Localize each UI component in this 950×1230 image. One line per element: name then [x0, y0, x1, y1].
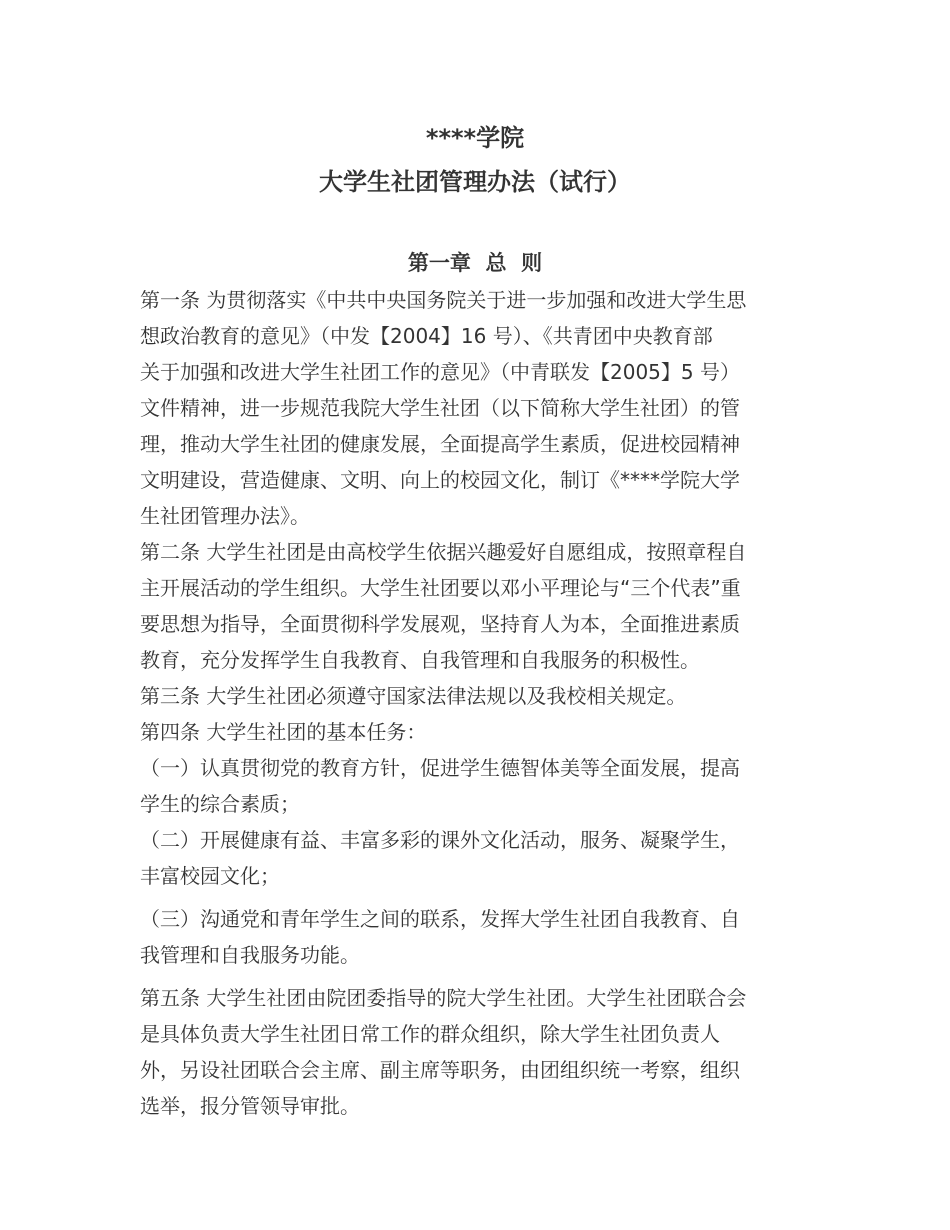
body-line: 要思想为指导，全面贯彻科学发展观，坚持育人为本，全面推进素质 [140, 612, 740, 636]
body-line: （一）认真贯彻党的教育方针，促进学生德智体美等全面发展，提高 [140, 756, 740, 780]
body-line: 第三条 大学生社团必须遵守国家法律法规以及我校相关规定。 [140, 684, 687, 708]
body-line: 文件精神，进一步规范我院大学生社团（以下简称大学生社团）的管 [140, 396, 740, 420]
body-line: 关于加强和改进大学生社团工作的意见》（中青联发【2005】5 号） [140, 360, 740, 384]
body-line: 我管理和自我服务功能。 [140, 943, 360, 967]
body-line: （二）开展健康有益、丰富多彩的课外文化活动，服务、凝聚学生， [140, 828, 740, 852]
body-line: 第一条 为贯彻落实《中共中央国务院关于进一步加强和改进大学生思 [140, 288, 747, 312]
body-line: （三）沟通党和青年学生之间的联系，发挥大学生社团自我教育、自 [140, 907, 740, 931]
body-line: 想政治教育的意见》（中发【2004】16 号）、《共青团中央教育部 [140, 324, 713, 348]
body-line: 第四条 大学生社团的基本任务： [140, 720, 427, 744]
chapter-heading: 第一章 总 则 [407, 251, 543, 275]
document-title-line2: 大学生社团管理办法（试行） [319, 168, 631, 196]
body-line: 主开展活动的学生组织。大学生社团要以邓小平理论与“三个代表”重 [140, 576, 741, 600]
paragraph-gap [140, 894, 812, 901]
body-line: 教育，充分发挥学生自我教育、自我管理和自我服务的积极性。 [140, 648, 700, 672]
body-line: 选举，报分管领导审批。 [140, 1094, 360, 1118]
body-line: 第五条 大学生社团由院团委指导的院大学生社团。大学生社团联合会 [140, 986, 747, 1010]
body-line: 外，另设社团联合会主席、副主席等职务，由团组织统一考察，组织 [140, 1058, 740, 1082]
body-line: 是具体负责大学生社团日常工作的群众组织，除大学生社团负责人 [140, 1022, 720, 1046]
body-line: 学生的综合素质； [140, 792, 300, 816]
body-line: 第二条 大学生社团是由高校学生依据兴趣爱好自愿组成，按照章程自 [140, 540, 747, 564]
document-title-line1: ****学院 [425, 124, 525, 152]
body-line: 丰富校园文化； [140, 864, 280, 888]
paragraph-gap [140, 973, 812, 980]
document-body [140, 282, 812, 1124]
body-line: 文明建设，营造健康、文明、向上的校园文化，制订《****学院大学 [140, 468, 740, 492]
body-line: 理，推动大学生社团的健康发展，全面提高学生素质，促进校园精神 [140, 432, 740, 456]
body-line: 生社团管理办法》。 [140, 504, 310, 528]
